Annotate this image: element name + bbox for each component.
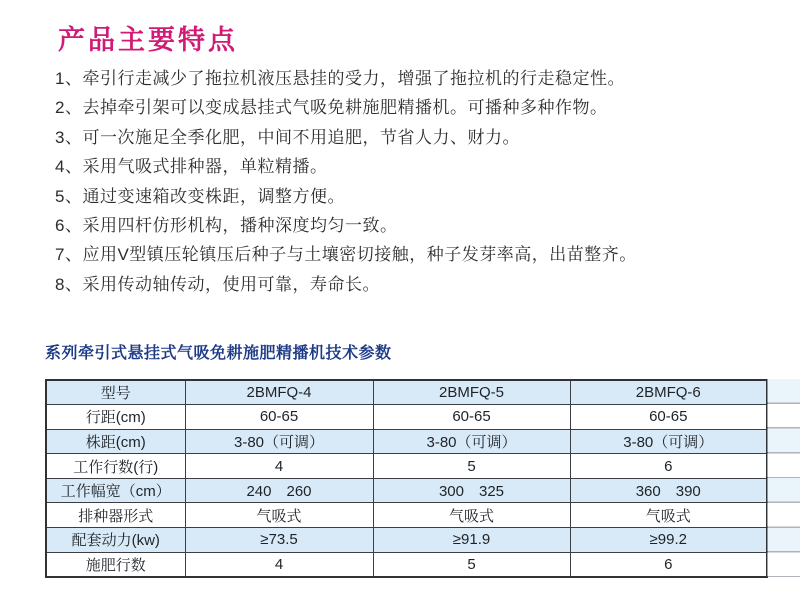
feature-item: 4、采用气吸式排种器，单粒精播。 [55,157,328,177]
cell-value: 60-65 [373,405,570,430]
cell-value: 气吸式 [373,503,570,528]
row-label: 排种器形式 [46,503,185,528]
table-row [46,503,767,528]
row-label: 施肥行数 [46,552,185,577]
cell-value: 240 260 [185,478,373,503]
feature-item: 5、通过变速箱改变株距，调整方便。 [55,186,345,206]
cell-value: 5 [373,552,570,577]
row-label: 工作幅宽（cm） [46,478,185,503]
cell-value: 60-65 [570,405,767,430]
row-label: 行距(cm) [46,405,185,430]
feature-item: 2、去掉牵引架可以变成悬挂式气吸免耕施肥精播机。可播种多种作物。 [55,98,608,118]
feature-item: 3、可一次施足全季化肥，中间不用追肥，节省人力、财力。 [55,127,520,147]
cell-value: 360 390 [570,478,767,503]
cell-value: 5 [373,454,570,479]
cell-value: 6 [570,454,767,479]
table-cutoff-continuation [767,379,800,577]
column-header: 型号 [46,380,185,405]
table-row [46,478,767,503]
feature-item: 6、采用四杆仿形机构，播种深度均匀一致。 [55,216,398,236]
table-row [46,528,767,553]
cell-value: 3-80（可调） [373,429,570,454]
table-row [46,552,767,577]
cell-value: 6 [570,552,767,577]
cell-value: 4 [185,552,373,577]
table-row [46,429,767,454]
cell-value: 60-65 [185,405,373,430]
spec-table [45,379,768,578]
table-row [46,405,767,430]
table-row [46,454,767,479]
cell-value: 300 325 [373,478,570,503]
feature-item: 8、采用传动轴传动，使用可靠，寿命长。 [55,274,380,294]
feature-item: 7、应用V型镇压轮镇压后种子与土壤密切接触，种子发芽率高，出苗整齐。 [55,245,637,265]
feature-item: 1、牵引行走减少了拖拉机液压悬挂的受力，增强了拖拉机的行走稳定性。 [55,69,625,88]
cell-value: 3-80（可调） [570,429,767,454]
cell-value: ≥91.9 [373,528,570,553]
row-label: 配套动力(kw) [46,528,185,553]
cell-value: ≥73.5 [185,528,373,553]
column-header: 2BMFQ-5 [373,380,570,405]
row-label: 株距(cm) [46,429,185,454]
cell-value: 4 [185,454,373,479]
page-title: 产品主要特点 [58,25,238,56]
cell-value: 气吸式 [570,503,767,528]
feature-list [55,64,775,299]
spec-table-heading: 系列牵引式悬挂式气吸免耕施肥精播机技术参数 [45,345,392,362]
cell-value: ≥99.2 [570,528,767,553]
column-header: 2BMFQ-6 [570,380,767,405]
cell-value: 气吸式 [185,503,373,528]
column-header: 2BMFQ-4 [185,380,373,405]
cell-value: 3-80（可调） [185,429,373,454]
row-label: 工作行数(行) [46,454,185,479]
table-header-row [46,380,767,405]
